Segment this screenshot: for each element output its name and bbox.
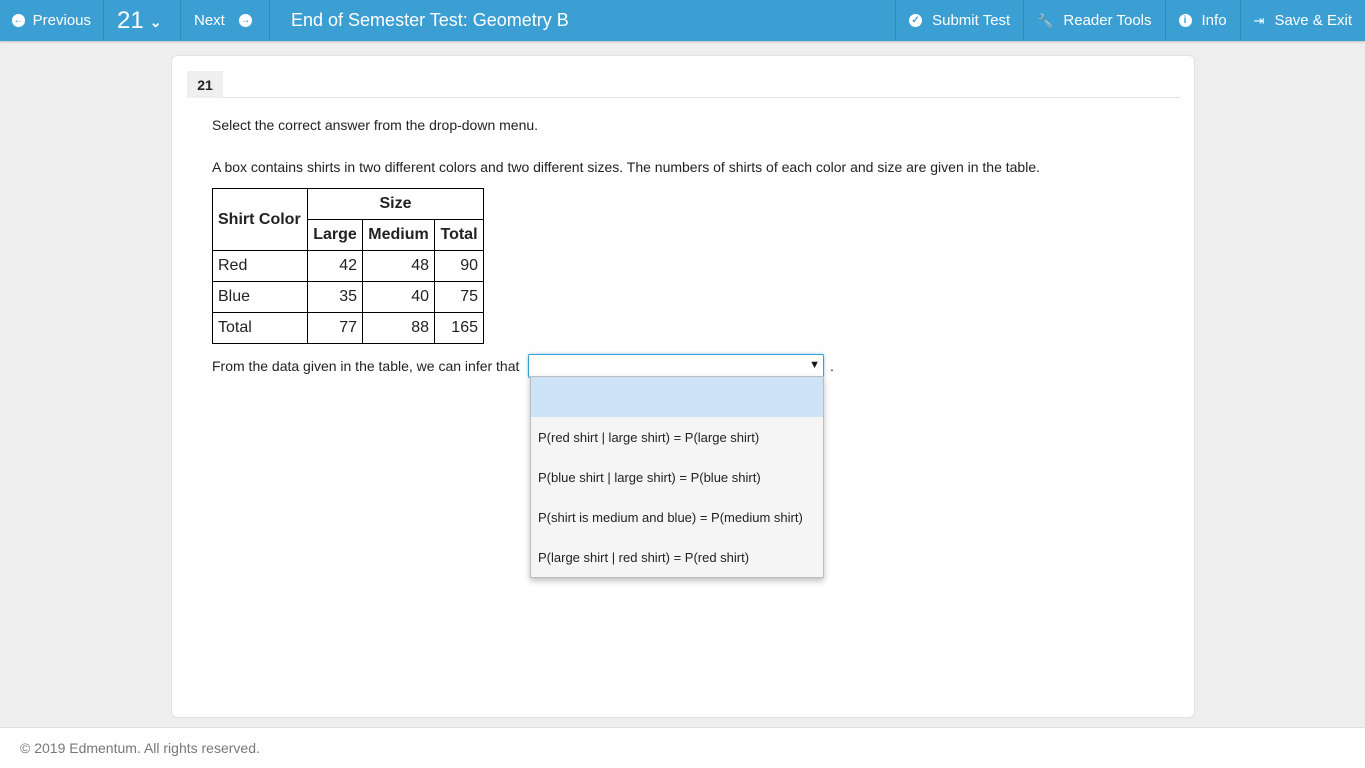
table-cell: 35 [308,282,363,313]
wrench-icon: 🔧 [1037,12,1054,28]
footer [0,727,1365,768]
table-row-header: Shirt Color [213,189,308,251]
top-toolbar [0,0,1365,41]
table-cell: 77 [308,313,363,344]
info-button[interactable] [1165,0,1240,41]
question-header [187,71,1180,98]
answer-option[interactable]: P(blue shirt | large shirt) = P(blue shirt) [538,469,761,485]
question-selector[interactable] [104,0,181,41]
table-cell: 48 [363,251,435,282]
answer-prompt: From the data given in the table, we can infer that [212,358,520,374]
info-label: Info [1201,12,1227,29]
arrow-left-icon: ← [13,14,24,26]
table-row [213,251,484,282]
answer-option[interactable]: P(red shirt | large shirt) = P(large shirt) [538,429,760,445]
arrow-right-icon: → [240,14,251,26]
answer-option[interactable]: P(large shirt | red shirt) = P(red shirt) [538,549,750,565]
copyright-text: © 2019 Edmentum. All rights reserved. [20,740,260,756]
question-selector-number: 21 [117,6,144,34]
chevron-down-icon: ⌄ [149,14,162,30]
answer-option[interactable]: P(shirt is medium and blue) = P(medium shirt) [538,509,803,525]
reader-tools-button[interactable] [1023,0,1164,41]
next-button[interactable] [181,0,270,41]
table-row-label: Total [213,313,308,344]
dropdown-arrow-icon: ▼ [809,359,820,371]
table-row [213,282,484,313]
info-icon: i [1179,14,1192,27]
save-exit-button[interactable] [1240,0,1365,41]
check-circle-icon: ✓ [909,14,922,27]
previous-button[interactable] [0,0,104,41]
reader-tools-label: Reader Tools [1063,12,1152,29]
sign-out-icon: ⇥ [1253,12,1265,28]
submit-test-button[interactable] [895,0,1023,41]
table-column-header: Large [308,220,363,251]
table-cell: 90 [435,251,484,282]
question-stem: A box contains shirts in two different colors and two different sizes. The numbers of shirts of each color and size are given in the table. [212,159,1041,175]
question-number-badge: 21 [187,71,223,98]
table-row-label: Red [213,251,308,282]
table-group-header: Size [308,189,484,220]
submit-test-label: Submit Test [932,12,1011,29]
table-row-label: Blue [213,282,308,313]
table-cell: 40 [363,282,435,313]
table-cell: 165 [435,313,484,344]
table-cell: 88 [363,313,435,344]
answer-select[interactable] [528,354,824,378]
sentence-period: . [830,358,834,374]
answer-option-blank[interactable] [531,377,823,417]
table-column-header: Total [435,220,484,251]
table-cell: 75 [435,282,484,313]
shirt-table [212,188,484,344]
question-card [171,55,1195,718]
save-exit-label: Save & Exit [1274,12,1352,29]
page-title: End of Semester Test: Geometry B [291,10,569,30]
table-cell: 42 [308,251,363,282]
next-label: Next [194,12,225,29]
question-instruction: Select the correct answer from the drop-down menu. [212,117,539,133]
table-row [213,313,484,344]
toolbar-actions [895,0,1365,41]
answer-options-list [530,376,824,578]
table-column-header: Medium [363,220,435,251]
previous-label: Previous [32,12,91,29]
table-header-row [213,189,484,220]
